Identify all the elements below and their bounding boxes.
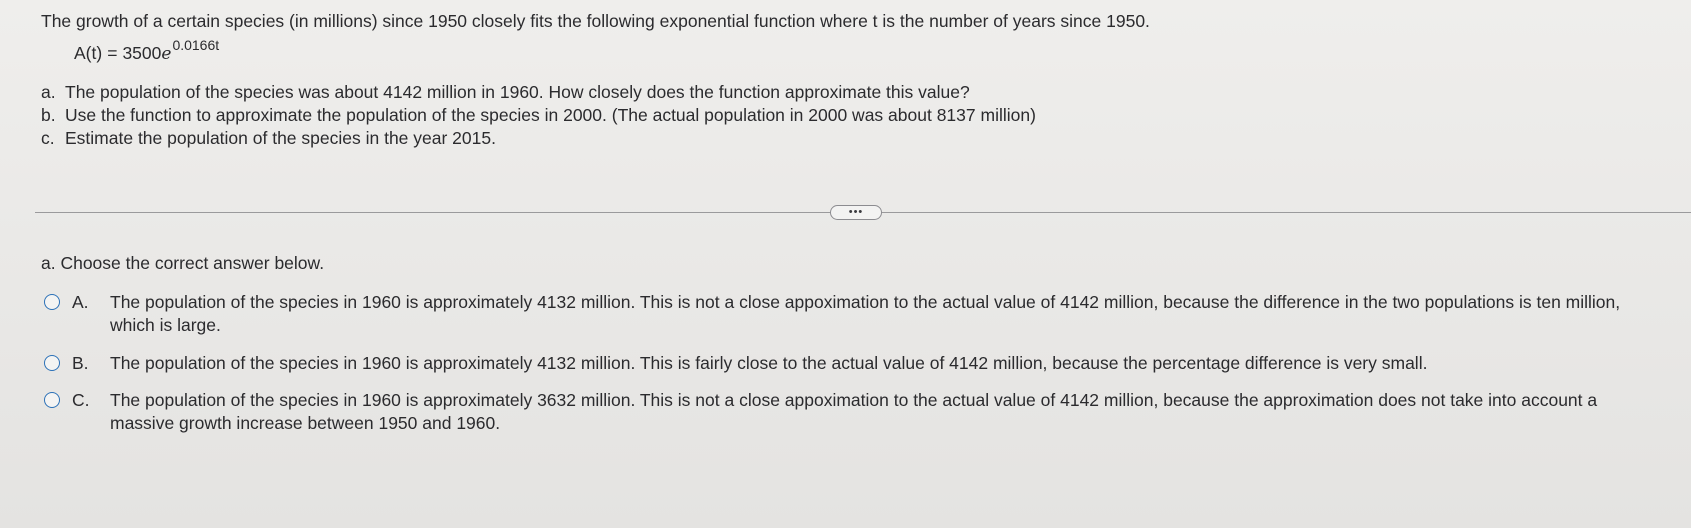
question-intro: The growth of a certain species (in millions) since 1950 closely fits the following exponential function where t is the number of years since 1950. <box>41 11 1150 31</box>
formula-base: e <box>161 44 172 64</box>
radio-button[interactable] <box>44 294 60 310</box>
option-a[interactable] <box>41 291 1671 337</box>
formula-coefficient: 3500 <box>122 43 162 63</box>
radio-button[interactable] <box>44 355 60 371</box>
part-label: a. <box>41 82 56 102</box>
ellipsis-icon: ••• <box>848 206 864 218</box>
formula-lhs: A(t) <box>74 43 103 63</box>
answer-options <box>41 291 1671 435</box>
option-letter: C. <box>72 390 90 410</box>
question-part-c <box>41 127 1661 150</box>
question-stem <box>41 10 1661 150</box>
part-text: The population of the species was about 4142 million in 1960. How closely does the function approximate this value? <box>65 82 970 102</box>
question-part-a <box>41 81 1661 104</box>
formula-exponent: 0.0166t <box>172 37 220 53</box>
question-parts <box>41 81 1661 150</box>
formula <box>74 37 1661 67</box>
part-text: Use the function to approximate the population of the species in 2000. (The actual population in 2000 was about 8137 million) <box>65 105 1036 125</box>
part-label: b. <box>41 105 56 125</box>
formula-equals: = <box>107 43 118 63</box>
part-label: c. <box>41 128 55 148</box>
question-part-b <box>41 104 1661 127</box>
option-c[interactable] <box>41 389 1671 435</box>
option-text: The population of the species in 1960 is approximately 4132 million. This is not a close appoximation to the actual value of 4142 million, because the difference in the two populations is ten million, which is large. <box>110 292 1621 335</box>
section-divider <box>35 205 1691 219</box>
answer-section <box>41 252 1671 450</box>
option-letter: A. <box>72 292 89 312</box>
answer-prompt: a. Choose the correct answer below. <box>41 253 325 273</box>
option-text: The population of the species in 1960 is approximately 3632 million. This is not a close appoximation to the actual value of 4142 million, because the approximation does not take into account a massive growth increase between 1950 and 1960. <box>110 390 1598 433</box>
expand-more-button[interactable] <box>830 205 882 220</box>
radio-button[interactable] <box>44 392 60 408</box>
option-b[interactable] <box>41 352 1671 375</box>
option-letter: B. <box>72 353 89 373</box>
part-text: Estimate the population of the species in the year 2015. <box>65 128 496 148</box>
option-text: The population of the species in 1960 is approximately 4132 million. This is fairly close to the actual value of 4142 million, because the percentage difference is very small. <box>110 353 1428 373</box>
